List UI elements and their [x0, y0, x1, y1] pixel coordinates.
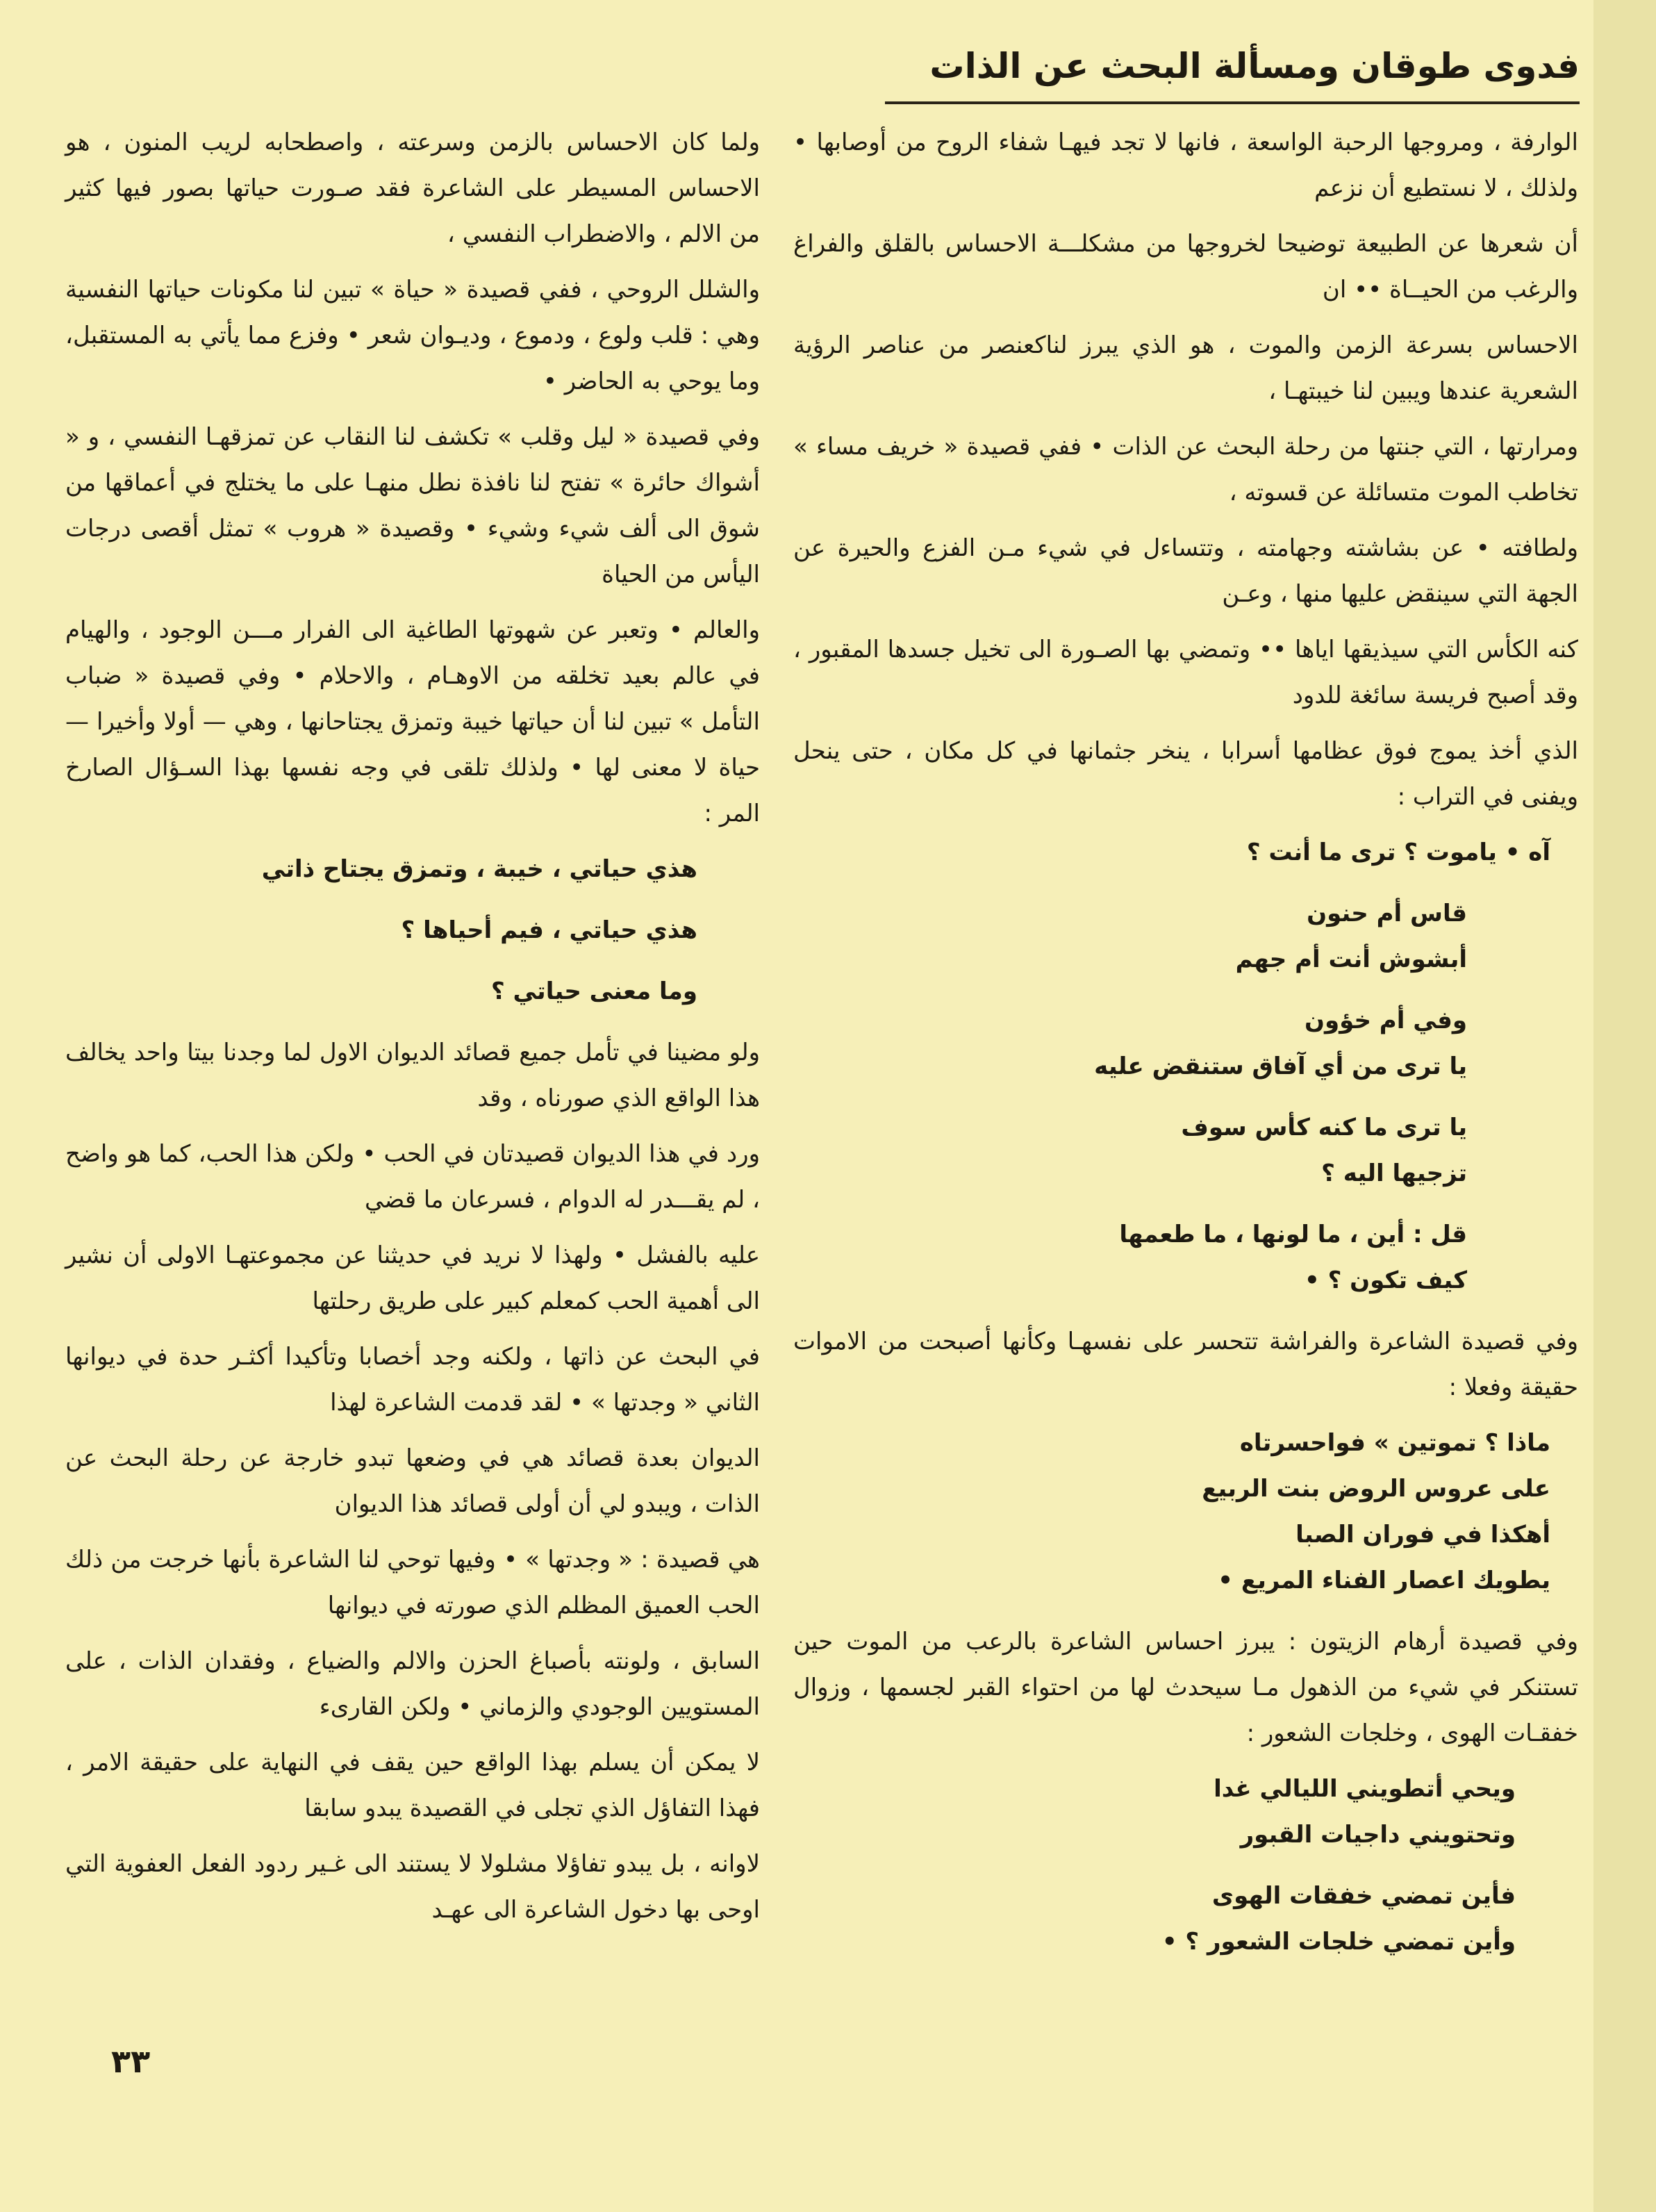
- poem-line: على عروس الروض بنت الربيع: [1202, 1475, 1550, 1503]
- paragraph: كنه الكأس التي سيذيقها اياها •• وتمضي بها الصـورة الى تخيل جسدها المقبور ، وقد أصبح فريسة سائغة للدود: [793, 636, 1578, 709]
- poem-line: وما معنى حياتي ؟: [490, 977, 697, 1005]
- paragraph: والشلل الروحي ، ففي قصيدة « حياة » تبين لنا مكونات حياتها النفسية وهي : قلب ولوع ، ودموع ، وديـوان شعر • وفزع مما يأتي به المستقبل، وما يوحي به الحاضر •: [65, 276, 760, 395]
- paragraph: وفي قصيدة أرهام الزيتون : يبرز احساس الشاعرة بالرعب من الموت حين تستنكر في شيء من الذهول مـا سيحدث لها من احتواء القبر لجسمها ، وزوال خفقـات الهوى ، وخلجات الشعور :: [793, 1628, 1578, 1747]
- poem-line: قاس أم حنون: [1307, 900, 1467, 927]
- running-header: [885, 35, 1580, 97]
- paragraph: أن شعرها عن الطبيعة توضيحا لخروجها من مشكلـــة الاحساس بالقلق والفراغ والرغب من الحيــاة •• ان: [793, 230, 1578, 304]
- paragraph: الذي أخذ يموج فوق عظامها أسرابا ، ينخر جثمانها في كل مكان ، حتى ينحل ويفنى في التراب :: [793, 737, 1578, 811]
- header-rule: [885, 101, 1580, 104]
- poem-line: وفي أم خؤون: [1304, 1007, 1467, 1034]
- poem-stanza: [793, 891, 1578, 982]
- paragraph: ومرارتها ، التي جنتها من رحلة البحث عن الذات • ففي قصيدة « خريف مساء » تخاطب الموت متسائلة عن قسوته ،: [793, 433, 1578, 506]
- paragraph: الديوان بعدة قصائد هي في وضعها تبدو خارجة عن رحلة البحث عن الذات ، ويبدو لي أن أولى قصائد هذا الديوان: [65, 1444, 760, 1518]
- poem-stanza: [793, 1105, 1578, 1196]
- paragraph: عليه بالفشل • ولهذا لا نريد في حديثنا عن مجموعتهـا الاولى أن نشير الى أهمية الحب كمعلم كبير على طريق رحلتها: [65, 1241, 760, 1315]
- poem-line: ماذا ؟ تموتين » فواحسرتاه: [1239, 1429, 1550, 1457]
- poem-line: يا ترى ما كنه كأس سوف: [1181, 1114, 1467, 1141]
- poem-stanza: [65, 907, 760, 953]
- poem-line: قل : أين ، ما لونها ، ما طعمها: [1119, 1221, 1467, 1248]
- paragraph: لاوانه ، بل يبدو تفاؤلا مشلولا لا يستند الى غـير ردود الفعل العفوية التي اوحى بها دخول الشاعرة الى عهـد: [65, 1850, 760, 1924]
- paragraph: لا يمكن أن يسلم بهذا الواقع حين يقف في النهاية على حقيقة الامر ، فهذا التفاؤل الذي تجلى في القصيدة يبدو سابقا: [65, 1749, 760, 1822]
- poem-line: آه • ياموت ؟ ترى ما أنت ؟: [1246, 839, 1550, 866]
- page-number: ٣٣: [111, 2042, 151, 2080]
- poem-line: يا ترى من أي آفاق ستنقض عليه: [1094, 1053, 1467, 1080]
- poem-stanza: [793, 1766, 1578, 1858]
- left-text-column: [65, 119, 760, 1942]
- paragraph: الوارفة ، ومروجها الرحبة الواسعة ، فانها لا تجد فيهـا شفاء الروح من أوصابها • ولذلك ، لا نستطيع أن نزعم: [793, 129, 1578, 202]
- page-edge-strip: [1593, 0, 1656, 2212]
- poem-line: فأين تمضي خفقات الهوى: [1211, 1882, 1516, 1910]
- paragraph: الاحساس بسرعة الزمن والموت ، هو الذي يبرز لناكعنصر من عناصر الرؤية الشعرية عندها ويبين لنا خيبتهـا ،: [793, 331, 1578, 405]
- paragraph: ولما كان الاحساس بالزمن وسرعته ، واصطحابه لريب المنون ، هو الاحساس المسيطر على الشاعرة فقد صـورت حياتها بصور فيها كثير من الالم ، والاضطراب النفسي ،: [65, 129, 760, 248]
- poem-line: أهكذا في فوران الصبا: [1295, 1521, 1550, 1549]
- right-text-column: [793, 119, 1578, 1980]
- poem-line: ويحي أتطويني الليالي غدا: [1214, 1775, 1516, 1803]
- paragraph: ورد في هذا الديوان قصيدتان في الحب • ولكن هذا الحب، كما هو واضح ، لم يقـــدر له الدوام ، فسرعان ما قضي: [65, 1140, 760, 1214]
- poem-stanza: [793, 1212, 1578, 1303]
- paragraph: والعالم • وتعبر عن شهوتها الطاغية الى الفرار مـــن الوجود ، والهيام في عالم بعيد تخلقه من الاوهـام ، والاحلام • وفي قصيدة « ضباب التأمل » تبين لنا أن حياتها خيبة وتمزق يجتاحانها ، وهي — أولا وأخيرا — حياة لا معنى لها • ولذلك تلقى في وجه نفسها بهذا السـؤال الصارخ المر :: [65, 616, 760, 827]
- poem-line: كيف تكون ؟ •: [1305, 1266, 1467, 1294]
- poem-line: أبشوش أنت أم جهم: [1235, 946, 1467, 973]
- poem-line: هذي حياتي ، فيم أحياها ؟: [401, 916, 697, 944]
- poem-stanza: [793, 1420, 1578, 1603]
- page-title: فدوى طوقان ومسألة البحث عن الذات: [929, 46, 1580, 86]
- poem-stanza: [793, 998, 1578, 1089]
- poem-line: تزجيها اليه ؟: [1321, 1159, 1467, 1187]
- paragraph: ولطافته • عن بشاشته وجهامته ، وتتساءل في شيء مـن الفزع والحيرة عن الجهة التي سينقض عليها منها ، وعـن: [793, 534, 1578, 608]
- poem-line: هذي حياتي ، خيبة ، وتمزق يجتاح ذاتي: [261, 855, 697, 883]
- paragraph: في البحث عن ذاتها ، ولكنه وجد أخصابا وتأكيدا أكثـر حدة في ديوانها الثاني « وجدتها » • لقد قدمت الشاعرة لهذا: [65, 1343, 760, 1417]
- paragraph: وفي قصيدة الشاعرة والفراشة تتحسر على نفسهـا وكأنها أصبحت من الاموات حقيقة وفعلا :: [793, 1328, 1578, 1401]
- poem-line: وتحتويني داجيات القبور: [1240, 1821, 1516, 1849]
- poem-line: وأين تمضي خلجات الشعور ؟ •: [1161, 1928, 1516, 1956]
- poem-stanza: [65, 846, 760, 892]
- paragraph: السابق ، ولونته بأصباغ الحزن والالم والضياع ، وفقدان الذات ، على المستويين الوجودي والزماني • ولكن القارىء: [65, 1647, 760, 1721]
- paragraph: ولو مضينا في تأمل جميع قصائد الديوان الاول لما وجدنا بيتا واحد يخالف هذا الواقع الذي صورناه ، وقد: [65, 1039, 760, 1112]
- poem-line: يطويك اعصار الفناء المريع •: [1218, 1567, 1550, 1594]
- poem-stanza: [793, 1873, 1578, 1965]
- paragraph: وفي قصيدة « ليل وقلب » تكشف لنا النقاب عن تمزقهـا النفسي ، و « أشواك حائرة » تفتح لنا نافذة نطل منهـا على ما يختلج في أعماقها من شوق الى ألف شيء وشيء • وقصيدة « هروب » تمثل أقصى درجات اليأس من الحياة: [65, 423, 760, 588]
- poem-stanza: [793, 830, 1578, 875]
- poem-stanza: [65, 968, 760, 1014]
- paragraph: هي قصيدة : « وجدتها » • وفيها توحي لنا الشاعرة بأنها خرجت من ذلك الحب العميق المظلم الذي صورته في ديوانها: [65, 1546, 760, 1619]
